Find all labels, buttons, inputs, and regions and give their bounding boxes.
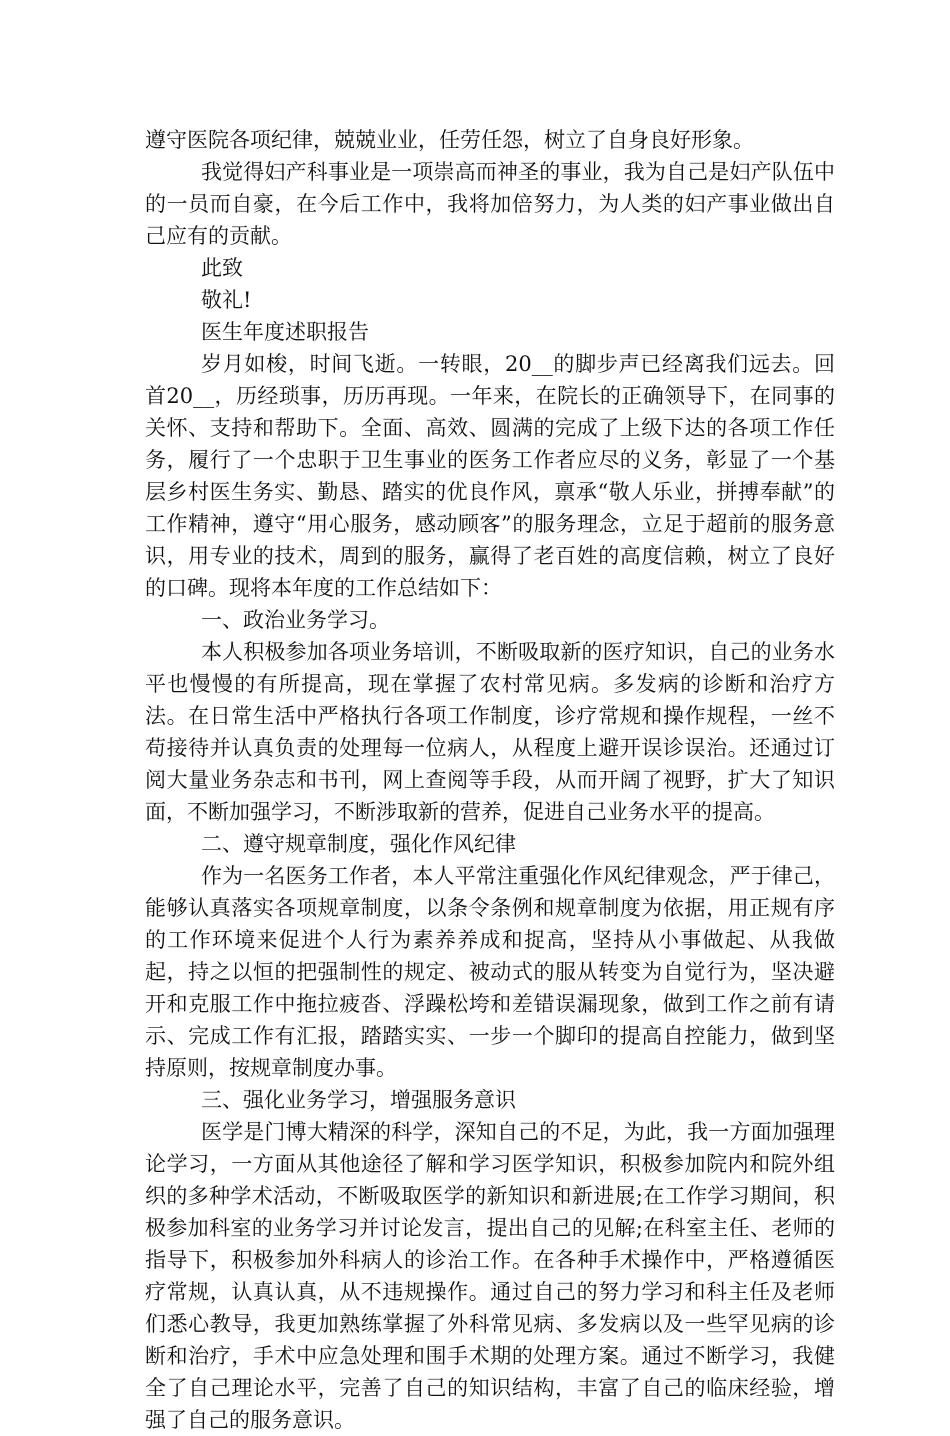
paragraph-section-3: 医学是门博大精深的科学，深知自己的不足，为此，我一方面加强理论学习，一方面从其他途径了解和学习医学知识，积极参加院内和院外组织的多种学术活动，不断吸取医学的新知识和新进展;在工作学习期间，积极参加科室的业务学习并讨论发言，提出自己的见解;在科室主任、老师的指导下，积极参加外科病人的诊治工作。在各种手术操作中，严格遵循医疗常规，认真认真，从不违规操作。通过自己的努力学习和科主任及老师们悉心教导，我更加熟练掌握了外科常见病、多发病以及一些罕见病的诊断和治疗，手术中应急处理和围手术期的处理方案。通过不断学习，我健全了自己理论水平，完善了自己的知识结构，丰富了自己的临床经验，增强了自己的服务意识。 <box>145 1120 835 1432</box>
document-body <box>145 124 835 1436</box>
paragraph-closing-remarks: 我觉得妇产科事业是一项崇高而神圣的事业，我为自己是妇产队伍中的一员而自豪，在今后工作中，我将加倍努力，为人类的妇产事业做出自己应有的贡献。 <box>145 160 835 248</box>
paragraph-section-1: 本人积极参加各项业务培训，不断吸取新的医疗知识，自己的业务水平也慢慢的有所提高，现在掌握了农村常见病。多发病的诊断和治疗方法。在日常生活中严格执行各项工作制度，诊疗常规和操作规程，一丝不苟接待并认真负责的处理每一位病人，从程度上避开误诊误治。还通过订阅大量业务杂志和书刊，网上查阅等手段，从而开阔了视野，扩大了知识面，不断加强学习，不断涉取新的营养，促进自己业务水平的提高。 <box>145 640 835 824</box>
section-heading-3: 三、强化业务学习，增强服务意识 <box>201 1088 516 1112</box>
report-title: 医生年度述职报告 <box>201 320 369 344</box>
salutation-line: 此致 <box>201 256 243 280</box>
section-heading-2: 二、遵守规章制度，强化作风纪律 <box>201 832 516 856</box>
paragraph-intro: 岁月如梭，时间飞逝。一转眼，20__的脚步声已经离我们远去。回首20__，历经琐事，历历再现。一年来，在院长的正确领导下，在同事的关怀、支持和帮助下。全面、高效、圆满的完成了上级下达的各项工作任务，履行了一个忠职于卫生事业的医务工作者应尽的义务，彰显了一个基层乡村医生务实、勤恳、踏实的优良作风，禀承“敬人乐业，拼搏奉献”的工作精神，遵守“用心服务，感动顾客”的服务理念，立足于超前的服务意识，用专业的技术，周到的服务，赢得了老百姓的高度信赖，树立了良好的口碑。现将本年度的工作总结如下： <box>145 352 835 600</box>
salutation-respect: 敬礼! <box>201 288 252 312</box>
paragraph-continued: 遵守医院各项纪律，兢兢业业，任劳任怨，树立了自身良好形象。 <box>145 128 754 152</box>
paragraph-section-2: 作为一名医务工作者，本人平常注重强化作风纪律观念，严于律己，能够认真落实各项规章制度，以条令条例和规章制度为依据，用正规有序的工作环境来促进个人行为素养养成和捉高，坚持从小事做起、从我做起，持之以恒的把强制性的规定、被动式的服从转变为自觉行为，坚决避开和克服工作中拖拉疲沓、浮躁松垮和差错误漏现象，做到工作之前有请示、完成工作有汇报，踏踏实实、一步一个脚印的提高自控能力，做到坚持原则，按规章制度办事。 <box>145 864 835 1080</box>
section-heading-1: 一、政治业务学习。 <box>201 608 390 632</box>
